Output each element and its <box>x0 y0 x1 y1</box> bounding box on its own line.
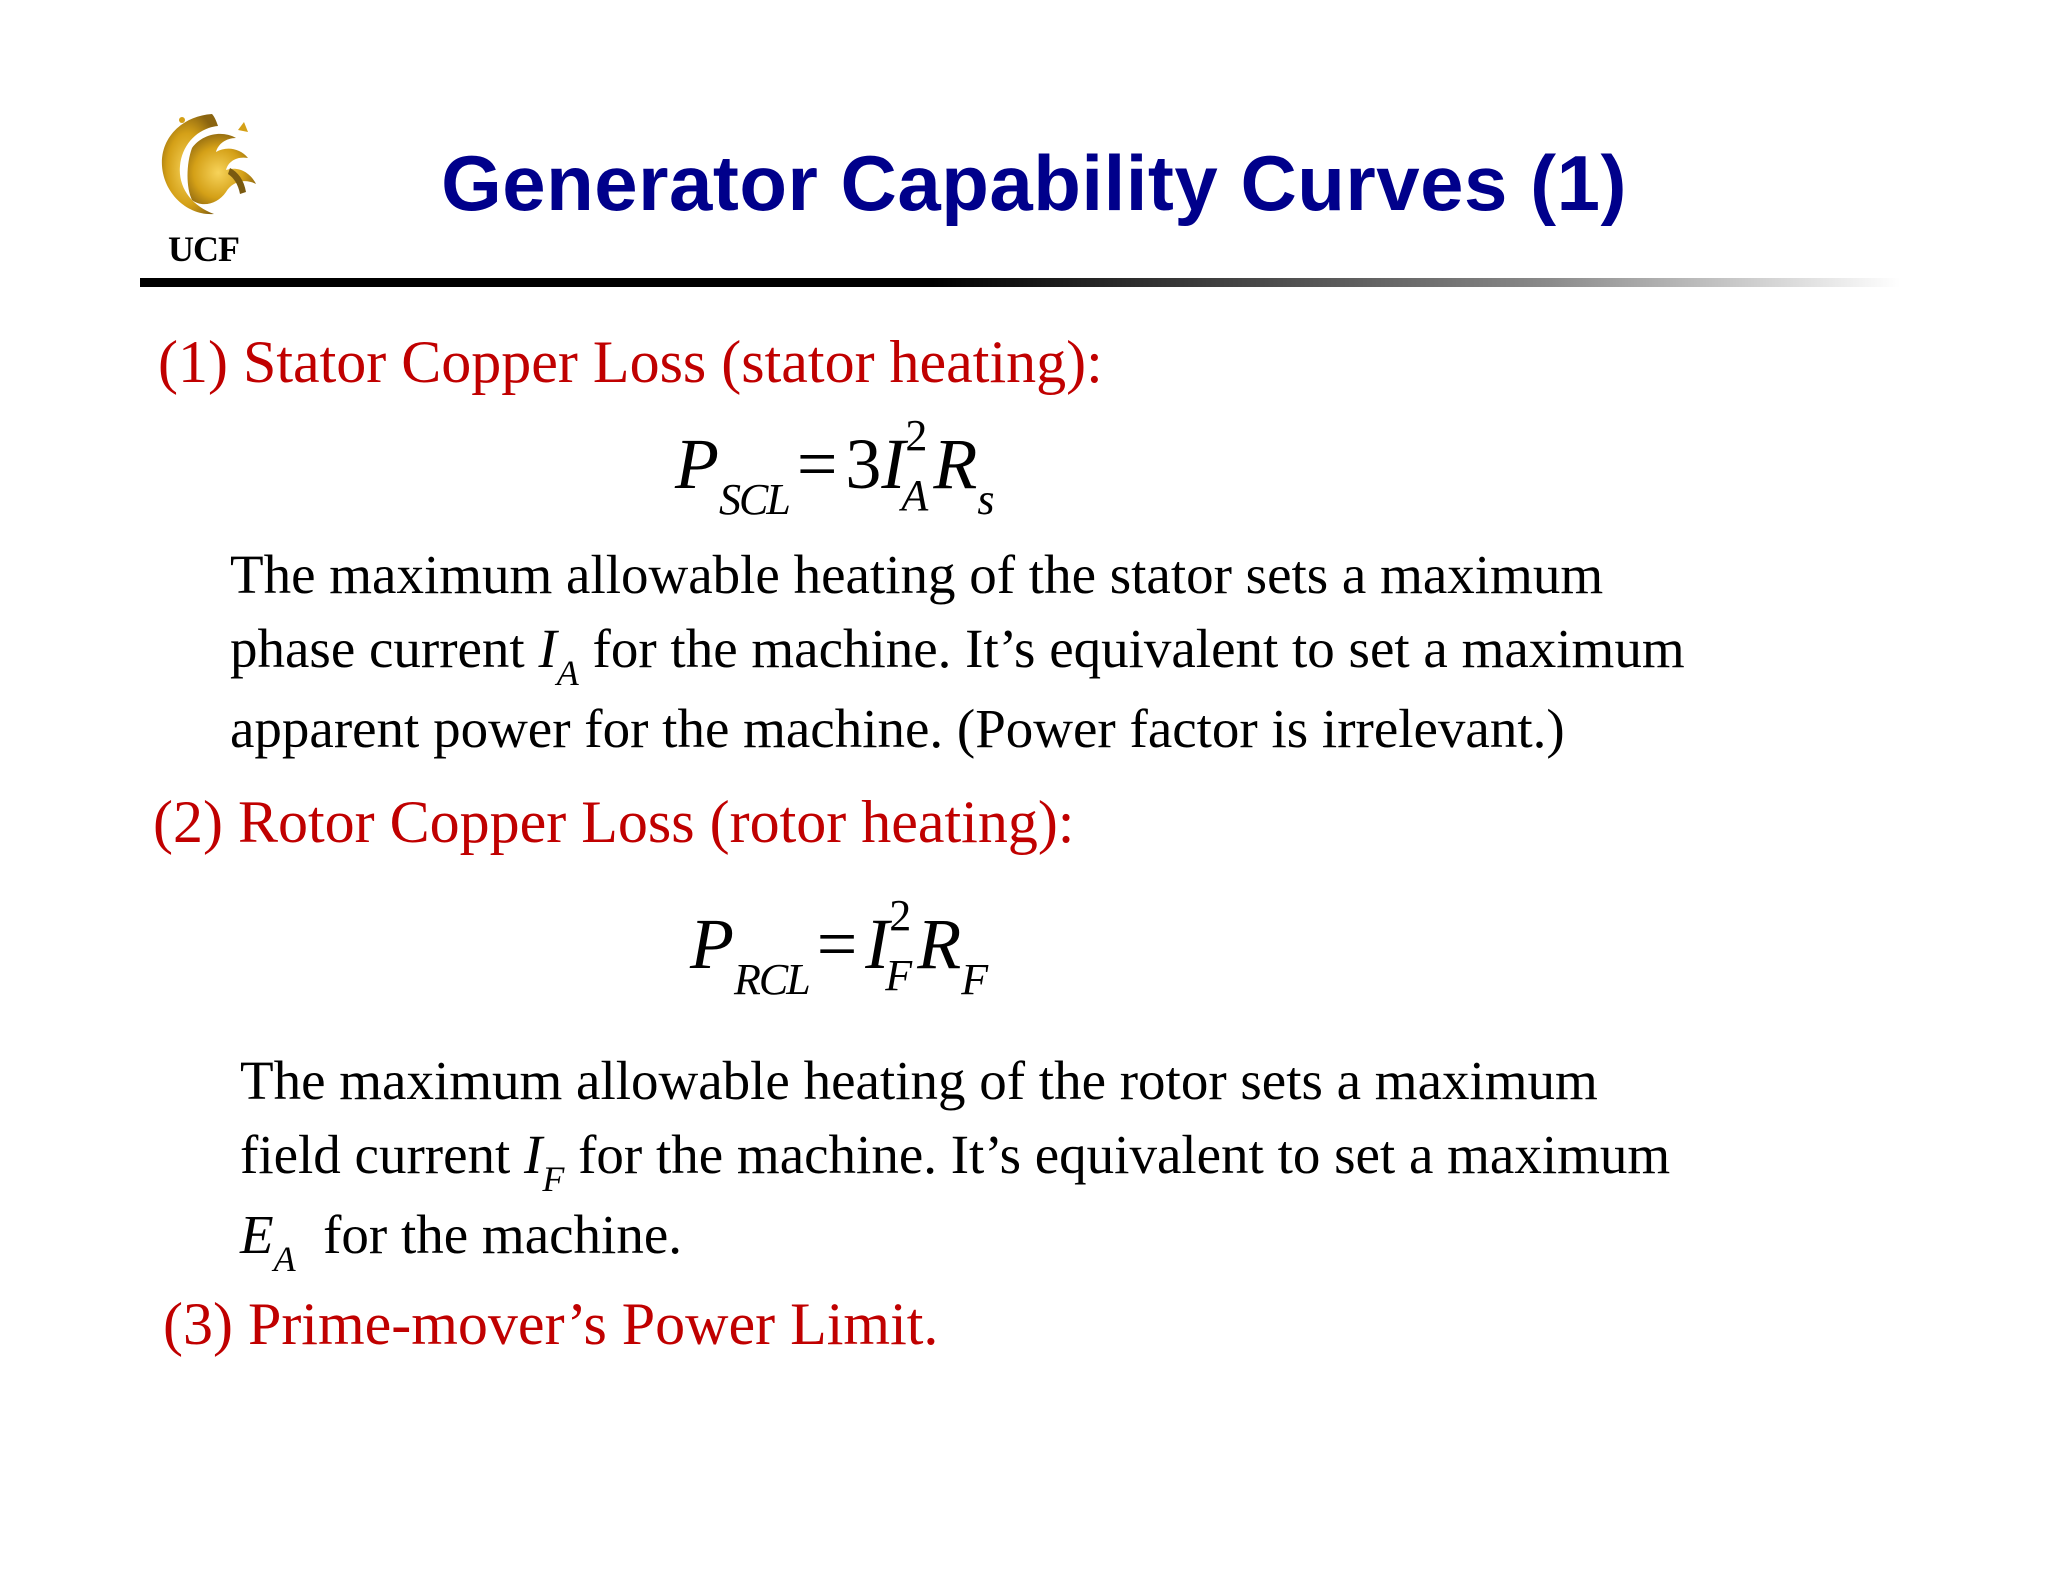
eq1-coef: 3 <box>845 424 882 504</box>
section1-line2 <box>230 612 1685 692</box>
eq2-lhs: P <box>690 904 734 984</box>
eq2-var1-sup: 2 <box>889 891 912 940</box>
section1-line2-start: phase current <box>230 618 539 679</box>
eq1-var2-sub: s <box>977 475 993 524</box>
eq1-var1-sup: 2 <box>905 411 928 460</box>
section2-paragraph <box>240 1044 1670 1278</box>
eq2-var2: R <box>917 904 962 984</box>
if-symbol: I <box>524 1124 543 1185</box>
ia-symbol: I <box>538 618 557 679</box>
section2-line1: The maximum allowable heating of the rotor sets a maximum <box>240 1050 1598 1111</box>
eq2-lhs-sub: RCL <box>733 955 809 1004</box>
title-divider <box>140 278 1900 287</box>
section3-heading: (3) Prime-mover’s Power Limit. <box>163 1291 939 1357</box>
section1-heading: (1) Stator Copper Loss (stator heating): <box>158 329 1103 395</box>
stator-loss-equation: $P_{SCL} = 3I$ 2 A $R_s$ <box>675 411 993 524</box>
ia-subscript: A <box>556 653 579 693</box>
eq1-var2: R <box>933 424 978 504</box>
logo-text: UCF <box>168 229 239 269</box>
section1-paragraph <box>230 538 1685 766</box>
section1-line1: The maximum allowable heating of the stator sets a maximum <box>230 544 1604 605</box>
eq1-var1-sub: A <box>901 471 929 520</box>
page-title: Generator Capability Curves (1) <box>441 139 1627 227</box>
eq2-var1: I <box>865 904 890 984</box>
section2-line3 <box>240 1198 1670 1278</box>
section2-line2 <box>240 1118 1670 1198</box>
eq1-lhs-sub: SCL <box>718 475 789 524</box>
eq2-var2-sub: F <box>961 955 987 1004</box>
rotor-loss-equation: $P_{RCL} = I$ 2 F $R_F$ <box>690 891 987 1004</box>
eq1-var1: I <box>881 424 906 504</box>
section2-line2-start: field current <box>240 1124 525 1185</box>
eq2-var1-sub: F <box>885 951 913 1000</box>
section2-line2-end: for the machine. It’s equivalent to set a maximum <box>564 1124 1671 1185</box>
if-subscript: F <box>542 1159 565 1199</box>
ea-symbol: E <box>240 1204 274 1265</box>
section1-line3: apparent power for the machine. (Power factor is irrelevant.) <box>230 698 1565 759</box>
section1-line2-end: for the machine. It’s equivalent to set a maximum <box>578 618 1685 679</box>
ea-subscript: A <box>273 1239 296 1279</box>
eq1-lhs: P <box>675 424 719 504</box>
section2-line3-end: for the machine. <box>295 1204 682 1265</box>
section2-heading: (2) Rotor Copper Loss (rotor heating): <box>153 789 1075 855</box>
